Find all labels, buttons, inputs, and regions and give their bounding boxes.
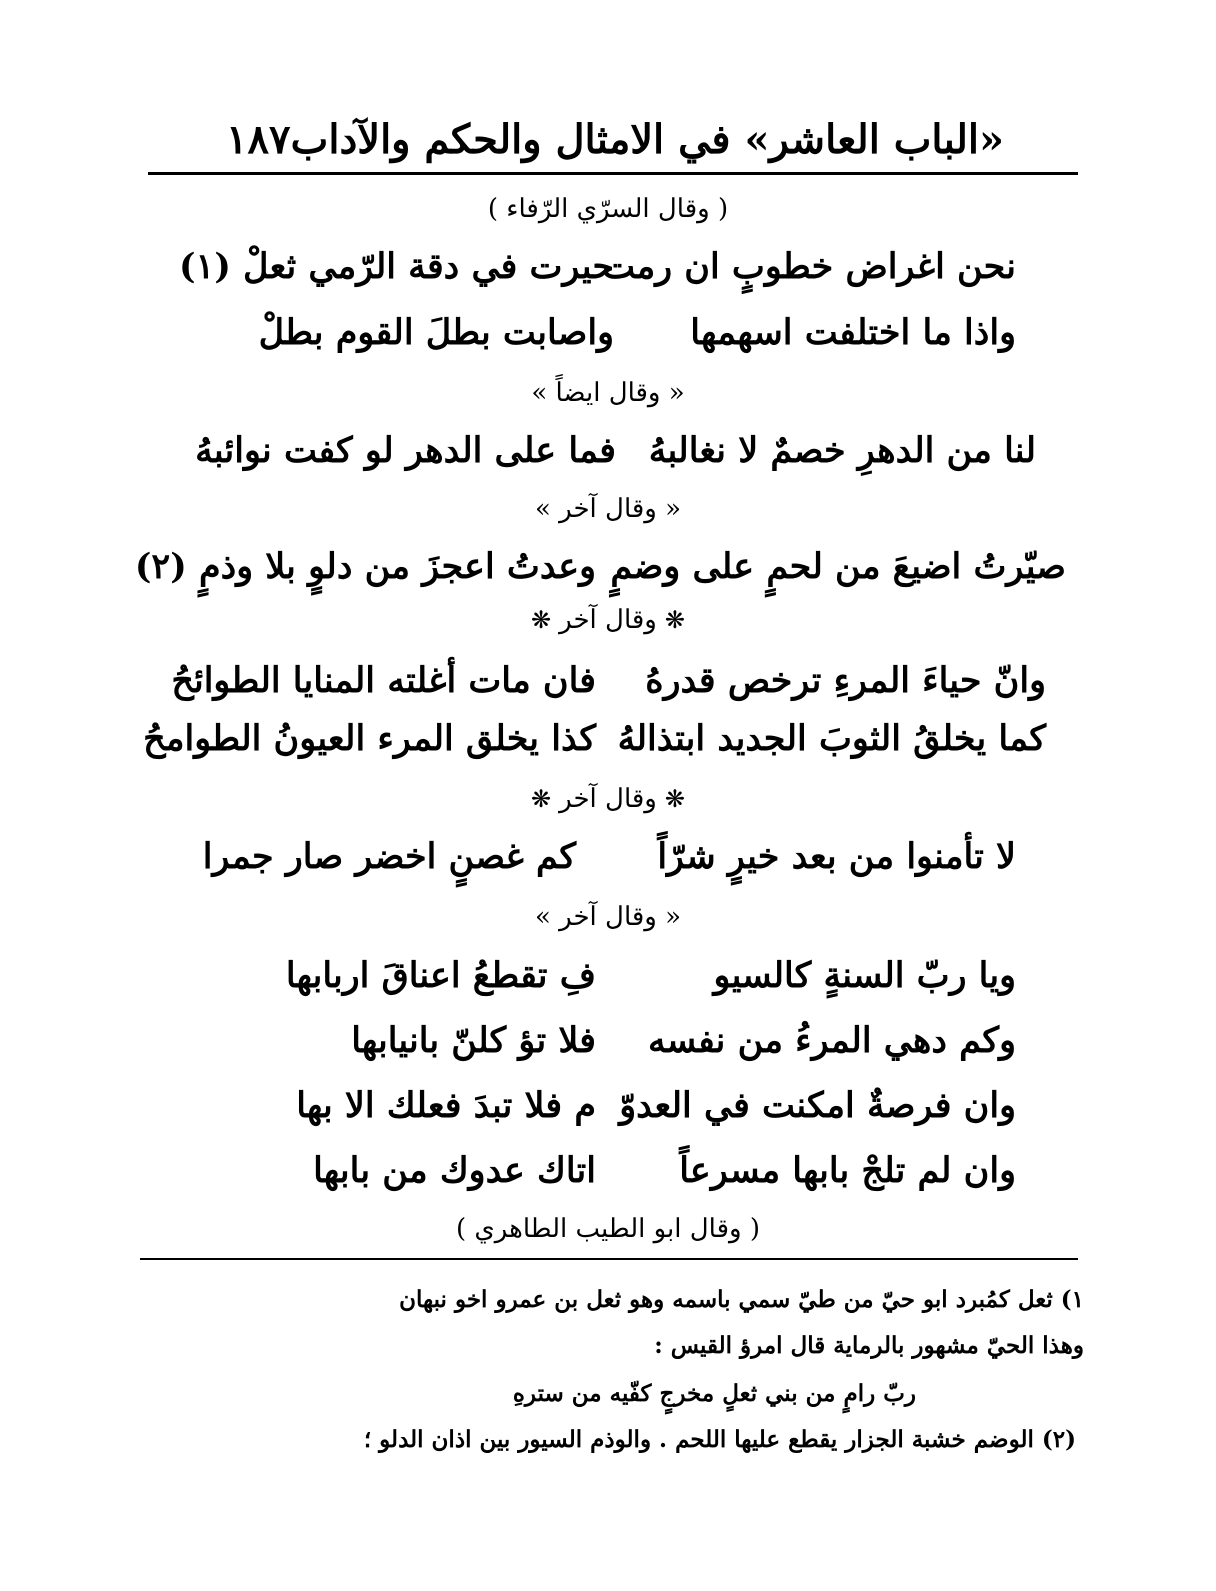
verse-1-right: نحن اغراض خطوبٍ ان رمت [602, 246, 1016, 287]
verse-1-left: حيرت في دقة الرّمي ثعلْ (١) [178, 246, 614, 287]
ornament-icon: ❋ [531, 606, 552, 634]
section-heading: « وقال ايضاً » [531, 378, 685, 408]
verse-6-left: كذا يخلق المرء العيونُ الطوامحُ [143, 718, 596, 759]
section-heading: ❋ وقال آخر ❋ [531, 605, 685, 635]
ornament-icon: ❋ [664, 606, 685, 634]
verse-8-right: ويا ربّ السنةٍ كالسيو [713, 955, 1016, 996]
footnote-1-line-1: ١) ثعل كمُبرد ابو حيّ من طيّ سمي باسمه وهو ثعل بن عمرو اخو نبهان [399, 1286, 1084, 1313]
footnote-1-verse: ربّ رامٍ من بني ثعلٍ مخرجٍ كفّيه من سترهِ [512, 1380, 916, 1407]
verse-10-left: م فلا تبدَ فعلك الا بها [296, 1085, 596, 1126]
chapter-title: «الباب العاشر» في الامثال والحكم والآداب [290, 116, 1004, 163]
footnote-1-line-2: وهذا الحيّ مشهور بالرماية قال امرؤ القيس : [654, 1332, 1084, 1359]
section-heading: ( وقال ابو الطيب الطاهري ) [456, 1214, 760, 1244]
verse-4-left: وعدتُ اعجزَ من دلوٍ بلا وذمٍ (٢) [134, 546, 596, 587]
verse-7-right: لا تأمنوا من بعد خيرٍ شرّاً [657, 836, 1016, 877]
section-heading: ( وقال السرّي الرّفاء ) [487, 194, 729, 224]
verse-3-left: فما على الدهر لو كفت نوائبهُ [195, 430, 616, 471]
footnote-2: (٢) الوضم خشبة الجزار يقطع عليها اللحم . والوذم السيور بين اذان الدلو ؛ [363, 1426, 1076, 1453]
verse-9-right: وكم دهي المرءُ من نفسه [647, 1020, 1016, 1061]
verse-4-right: صيّرتُ اضيعَ من لحمٍ على وضمٍ [610, 546, 1066, 587]
ornament-icon: ❋ [531, 785, 552, 813]
verse-5-right: وانّ حياءَ المرءِ ترخص قدرهُ [645, 660, 1046, 701]
verse-11-right: وان لم تلجْ بابها مسرعاً [679, 1150, 1016, 1191]
page-number: ١٨٧ [226, 116, 291, 163]
verse-5-left: فان مات أغلته المنايا الطوائحُ [171, 660, 596, 701]
section-heading: « وقال آخر » [534, 902, 682, 932]
verse-9-left: فلا تؤ كلنّ بانيابها [351, 1020, 596, 1061]
verse-2-right: واذا ما اختلفت اسهمها [690, 312, 1016, 353]
header-rule [148, 172, 1078, 175]
ornament-icon: ❋ [664, 785, 685, 813]
section-heading: « وقال آخر » [534, 494, 682, 524]
verse-8-left: فِ تقطعُ اعناقَ اربابها [285, 955, 596, 996]
verse-10-right: وان فرصةٌ امكنت في العدوّ [619, 1085, 1016, 1126]
section-heading: ❋ وقال آخر ❋ [531, 784, 685, 814]
verse-11-left: اتاك عدوك من بابها [313, 1150, 596, 1191]
verse-6-right: كما يخلقُ الثوبَ الجديد ابتذالهُ [617, 718, 1046, 759]
verse-2-left: واصابت بطلَ القوم بطلْ [258, 312, 614, 353]
verse-7-left: كم غصنٍ اخضر صار جمرا [202, 836, 576, 877]
footnote-rule [140, 1258, 1078, 1260]
verse-3-right: لنا من الدهرِ خصمٌ لا نغالبهُ [648, 430, 1036, 471]
